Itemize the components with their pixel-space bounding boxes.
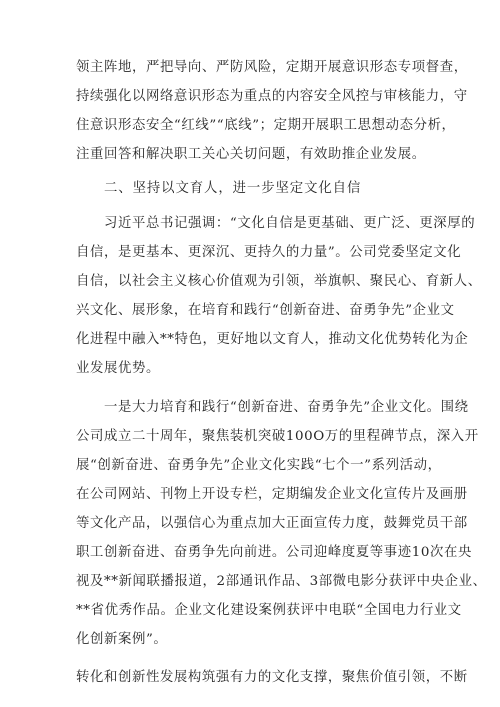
paragraph-line: 自信，以社会主义核心价值观为引领，举旗帜、聚民心、育新人、 (76, 274, 482, 289)
paragraph-line: 兴文化、展形象，在培育和践行“创新奋进、奋勇争先”企业文 (76, 303, 455, 318)
paragraph-line: 自信，是更基本、更深沉、更持久的力量”。公司党委坚定文化 (76, 245, 462, 260)
paragraph-line: 持续强化以网络意识形态为重点的内容安全风控与审核能力，守 (76, 89, 468, 104)
paragraph-line: 等文化产品，以强信心为重点加大正面宣传力度，鼓舞党员干部 (76, 516, 468, 531)
paragraph-line: 化创新案例”。 (76, 632, 168, 647)
paragraph-line: 公司成立二十周年，聚焦装机突破100O万的里程碑节点，深入开 (76, 429, 479, 444)
paragraph-line: 职工创新奋进、奋勇争先向前进。公司迎峰度夏等事迹10次在央 (76, 545, 472, 560)
paragraph-line: 转化和创新性发展构筑强有力的文化支撑，聚焦价值引领，不断 (76, 670, 468, 685)
paragraph-line: 在公司网站、刊物上开设专栏，定期编发企业文化宣传片及画册 (76, 487, 468, 502)
paragraph-line: **省优秀作品。企业文化建设案例获评中电联“全国电力行业文 (76, 603, 462, 618)
paragraph-line: 展“创新奋进、奋勇争先”企业文化实践“七个一”系列活动， (76, 458, 442, 473)
paragraph-line: 视及**新闻联播报道，2部通讯作品、3部微电影分获评中央企业、 (76, 574, 487, 589)
paragraph-line: 业发展优势。 (76, 361, 160, 376)
paragraph-line: 注重回答和解决职工关心关切问题，有效助推企业发展。 (76, 147, 426, 162)
section-heading: 二、坚持以文育人，进一步坚定文化自信 (104, 181, 362, 196)
paragraph-line: 住意识形态安全“红线”“底线”；定期开展职工思想动态分析， (76, 118, 456, 133)
paragraph-line: 习近平总书记强调：“文化自信是更基础、更广泛、更深厚的 (104, 216, 476, 231)
paragraph-line: 化进程中融入**特色，更好地以文育人，推动文化优势转化为企 (76, 332, 469, 347)
paragraph-line: 领主阵地，严把导向、严防风险，定期开展意识形态专项督查， (76, 60, 468, 75)
paragraph-line: 一是大力培育和践行“创新奋进、奋勇争先”企业文化。围绕 (104, 400, 469, 415)
